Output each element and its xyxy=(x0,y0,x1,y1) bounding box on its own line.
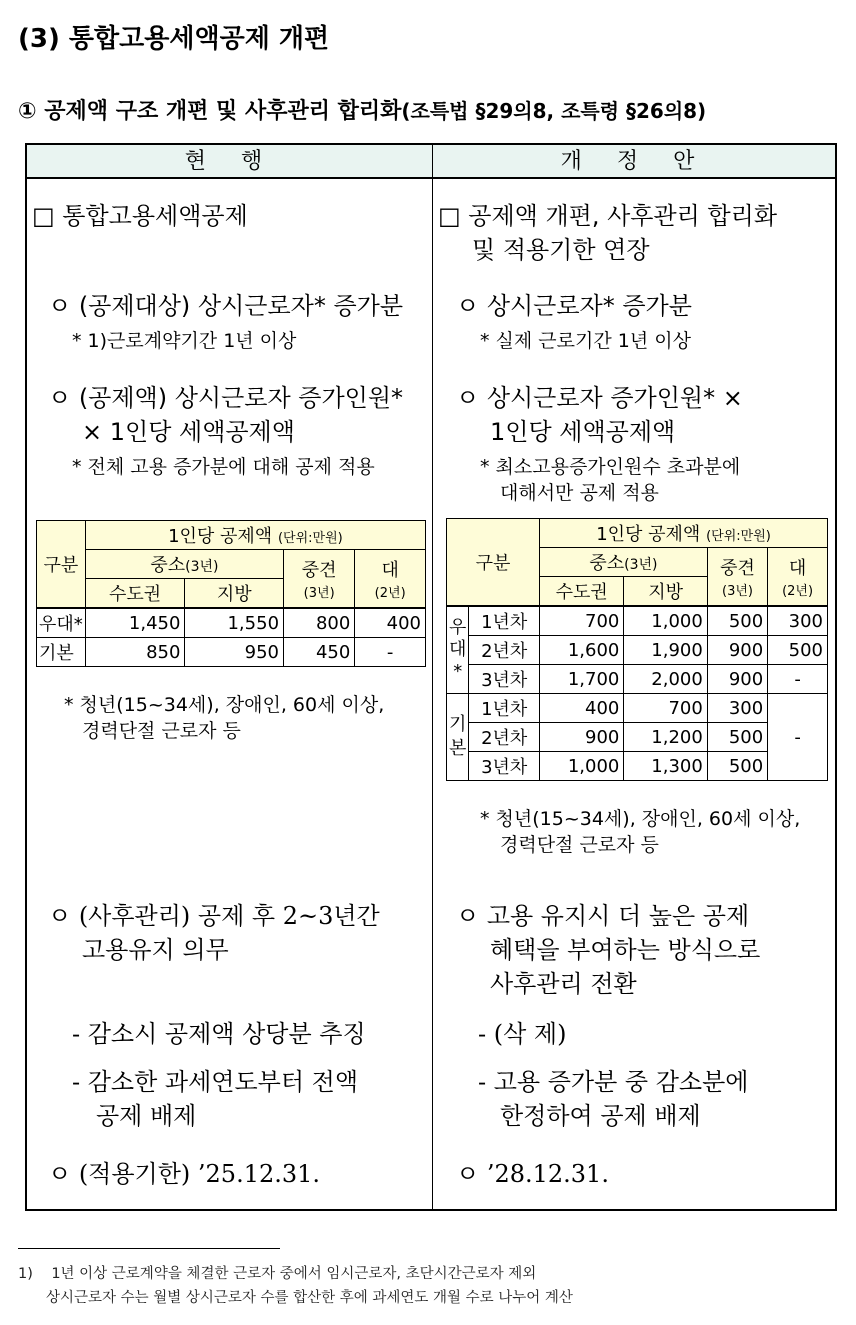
mid-label: 중견 xyxy=(720,558,755,579)
table-cell: 2,000 xyxy=(624,665,707,694)
table-cell: 구분 xyxy=(447,519,540,607)
table-cell: 1,550 xyxy=(185,608,284,638)
right-aftercare-1: ㅇ 고용 유지시 더 높은 공제 xyxy=(456,902,750,930)
right-amount-line1: ㅇ 상시근로자 증가인원* × xyxy=(456,384,743,412)
table-cell: 1,900 xyxy=(624,636,707,665)
table-cell: 300 xyxy=(707,694,767,723)
table-cell: 400 xyxy=(540,694,624,723)
table-cell xyxy=(768,548,828,607)
table-cell xyxy=(355,550,426,609)
right-amount-note-1: * 최소고용증가인원수 초과분에 xyxy=(480,456,741,478)
table-cell: - xyxy=(768,665,828,694)
subsection-title xyxy=(18,94,706,125)
table-cell: 기본 xyxy=(447,694,469,781)
subsection-title-text: ① 공제액 구조 개편 및 사후관리 합리화 xyxy=(18,99,402,124)
right-credit-table xyxy=(446,518,828,781)
mid-years: (3년) xyxy=(303,586,335,601)
table-cell xyxy=(540,548,708,577)
table-cell: 900 xyxy=(707,665,767,694)
left-amount-note: * 전체 고용 증가분에 대해 공제 적용 xyxy=(72,456,375,478)
left-amount-line2: × 1인당 세액공제액 xyxy=(82,418,295,446)
sme-years: (3년) xyxy=(185,559,219,575)
table-cell: 1,200 xyxy=(624,723,707,752)
section-title: (3) 통합고용세액공제 개편 xyxy=(18,24,330,54)
table-cell xyxy=(707,548,767,607)
left-deadline: ㅇ (적용기한) ’25.12.31. xyxy=(48,1160,321,1188)
table-cell: 지방 xyxy=(185,579,284,609)
right-table-note-2: 경력단절 근로자 등 xyxy=(500,834,659,856)
table-cell: 우대* xyxy=(37,608,86,638)
table-cell: 3년차 xyxy=(469,665,540,694)
table-cell: 1,000 xyxy=(540,752,624,781)
table-cell: - xyxy=(768,694,828,781)
left-table-note-2: 경력단절 근로자 등 xyxy=(82,720,241,742)
left-dash-2a: - 감소한 과세연도부터 전액 xyxy=(72,1068,359,1096)
table-cell: 800 xyxy=(284,608,355,638)
table-cell xyxy=(85,521,425,550)
left-target-note: * 1)근로계약기간 1년 이상 xyxy=(72,330,297,352)
footnote-line-1 xyxy=(18,1262,536,1283)
table-cell xyxy=(85,550,283,579)
left-aftercare-2: 고용유지 의무 xyxy=(82,936,229,964)
large-label: 대 xyxy=(381,560,399,581)
right-dash-2b: 한정하여 공제 배제 xyxy=(500,1102,701,1130)
right-table-note-1: * 청년(15~34세), 장애인, 60세 이상, xyxy=(480,808,801,830)
table-cell xyxy=(284,550,355,609)
left-credit-table xyxy=(36,520,426,667)
table-cell: 700 xyxy=(624,694,707,723)
table-title: 1인당 공제액 xyxy=(168,526,273,547)
table-cell: 수도권 xyxy=(540,577,624,607)
table-cell: 우대* xyxy=(447,606,469,694)
right-dash-1: - (삭 제) xyxy=(478,1020,567,1048)
right-heading-2: 및 적용기한 연장 xyxy=(472,236,650,264)
law-reference: (조특법 §29의8, 조특령 §26의8) xyxy=(401,99,707,123)
left-aftercare-1: ㅇ (사후관리) 공제 후 2~3년간 xyxy=(48,902,380,930)
large-label: 대 xyxy=(788,558,807,579)
table-cell: 500 xyxy=(707,606,767,636)
sme-label: 중소 xyxy=(150,555,186,576)
left-dash-2b: 공제 배제 xyxy=(96,1102,197,1130)
sme-years: (3년) xyxy=(624,557,658,573)
large-years: (2년) xyxy=(782,584,814,599)
table-cell: 500 xyxy=(768,636,828,665)
header-revised: 개 정 안 xyxy=(560,149,709,174)
table-cell: 900 xyxy=(540,723,624,752)
table-cell: 1,600 xyxy=(540,636,624,665)
left-target: ㅇ (공제대상) 상시근로자* 증가분 xyxy=(48,292,404,320)
table-cell: 900 xyxy=(707,636,767,665)
table-cell: 3년차 xyxy=(469,752,540,781)
large-years: (2년) xyxy=(374,586,406,601)
left-heading: □ 통합고용세액공제 xyxy=(32,202,248,230)
left-amount-line1: ㅇ (공제액) 상시근로자 증가인원* xyxy=(48,384,404,412)
table-cell: 1,450 xyxy=(85,608,185,638)
left-table-note-1: * 청년(15~34세), 장애인, 60세 이상, xyxy=(64,694,385,716)
table-cell: 지방 xyxy=(624,577,707,607)
table-cell: 1년차 xyxy=(469,606,540,636)
right-dash-2a: - 고용 증가분 중 감소분에 xyxy=(478,1068,749,1096)
right-aftercare-2: 혜택을 부여하는 방식으로 xyxy=(490,936,761,964)
table-cell: 1,300 xyxy=(624,752,707,781)
sme-label: 중소 xyxy=(589,553,625,574)
comparison-header xyxy=(25,143,837,179)
right-target-note: * 실제 근로기간 1년 이상 xyxy=(480,330,691,352)
footnote-line-2: 상시근로자 수는 월별 상시근로자 수를 합산한 후에 과세연도 개월 수로 나누어 계산 xyxy=(46,1290,573,1306)
table-unit: (단위:만원) xyxy=(706,529,771,544)
table-cell: 구분 xyxy=(37,521,86,609)
left-dash-1: - 감소시 공제액 상당분 추징 xyxy=(72,1020,366,1048)
right-amount-note-2: 대해서만 공제 적용 xyxy=(500,482,659,504)
header-current: 현 행 xyxy=(184,149,277,174)
table-cell: - xyxy=(355,638,426,667)
right-aftercare-3: 사후관리 전환 xyxy=(490,970,637,998)
mid-label: 중견 xyxy=(301,560,337,581)
table-cell: 기본 xyxy=(37,638,86,667)
table-cell: 950 xyxy=(185,638,284,667)
table-cell: 450 xyxy=(284,638,355,667)
table-cell: 400 xyxy=(355,608,426,638)
column-divider xyxy=(432,143,433,1211)
table-cell: 500 xyxy=(707,723,767,752)
table-cell: 2년차 xyxy=(469,723,540,752)
table-cell: 300 xyxy=(768,606,828,636)
table-cell: 2년차 xyxy=(469,636,540,665)
table-cell: 700 xyxy=(540,606,624,636)
table-cell: 850 xyxy=(85,638,185,667)
right-amount-line2: 1인당 세액공제액 xyxy=(490,418,676,446)
table-cell: 1년차 xyxy=(469,694,540,723)
table-cell: 500 xyxy=(707,752,767,781)
right-deadline: ㅇ ’28.12.31. xyxy=(456,1160,609,1188)
right-heading-1: □ 공제액 개편, 사후관리 합리화 xyxy=(438,202,778,230)
mid-years: (3년) xyxy=(722,584,753,599)
table-title: 1인당 공제액 xyxy=(596,524,701,545)
footnote-divider xyxy=(18,1248,280,1249)
footnote-text-1: 1년 이상 근로계약을 체결한 근로자 중에서 임시근로자, 초단시간근로자 제외 xyxy=(51,1266,537,1282)
table-cell: 수도권 xyxy=(85,579,185,609)
table-unit: (단위:만원) xyxy=(277,531,343,546)
right-target: ㅇ 상시근로자* 증가분 xyxy=(456,292,692,320)
table-cell: 1,000 xyxy=(624,606,707,636)
footnote-marker: 1) xyxy=(18,1266,33,1282)
table-cell: 1,700 xyxy=(540,665,624,694)
table-cell xyxy=(540,519,828,548)
